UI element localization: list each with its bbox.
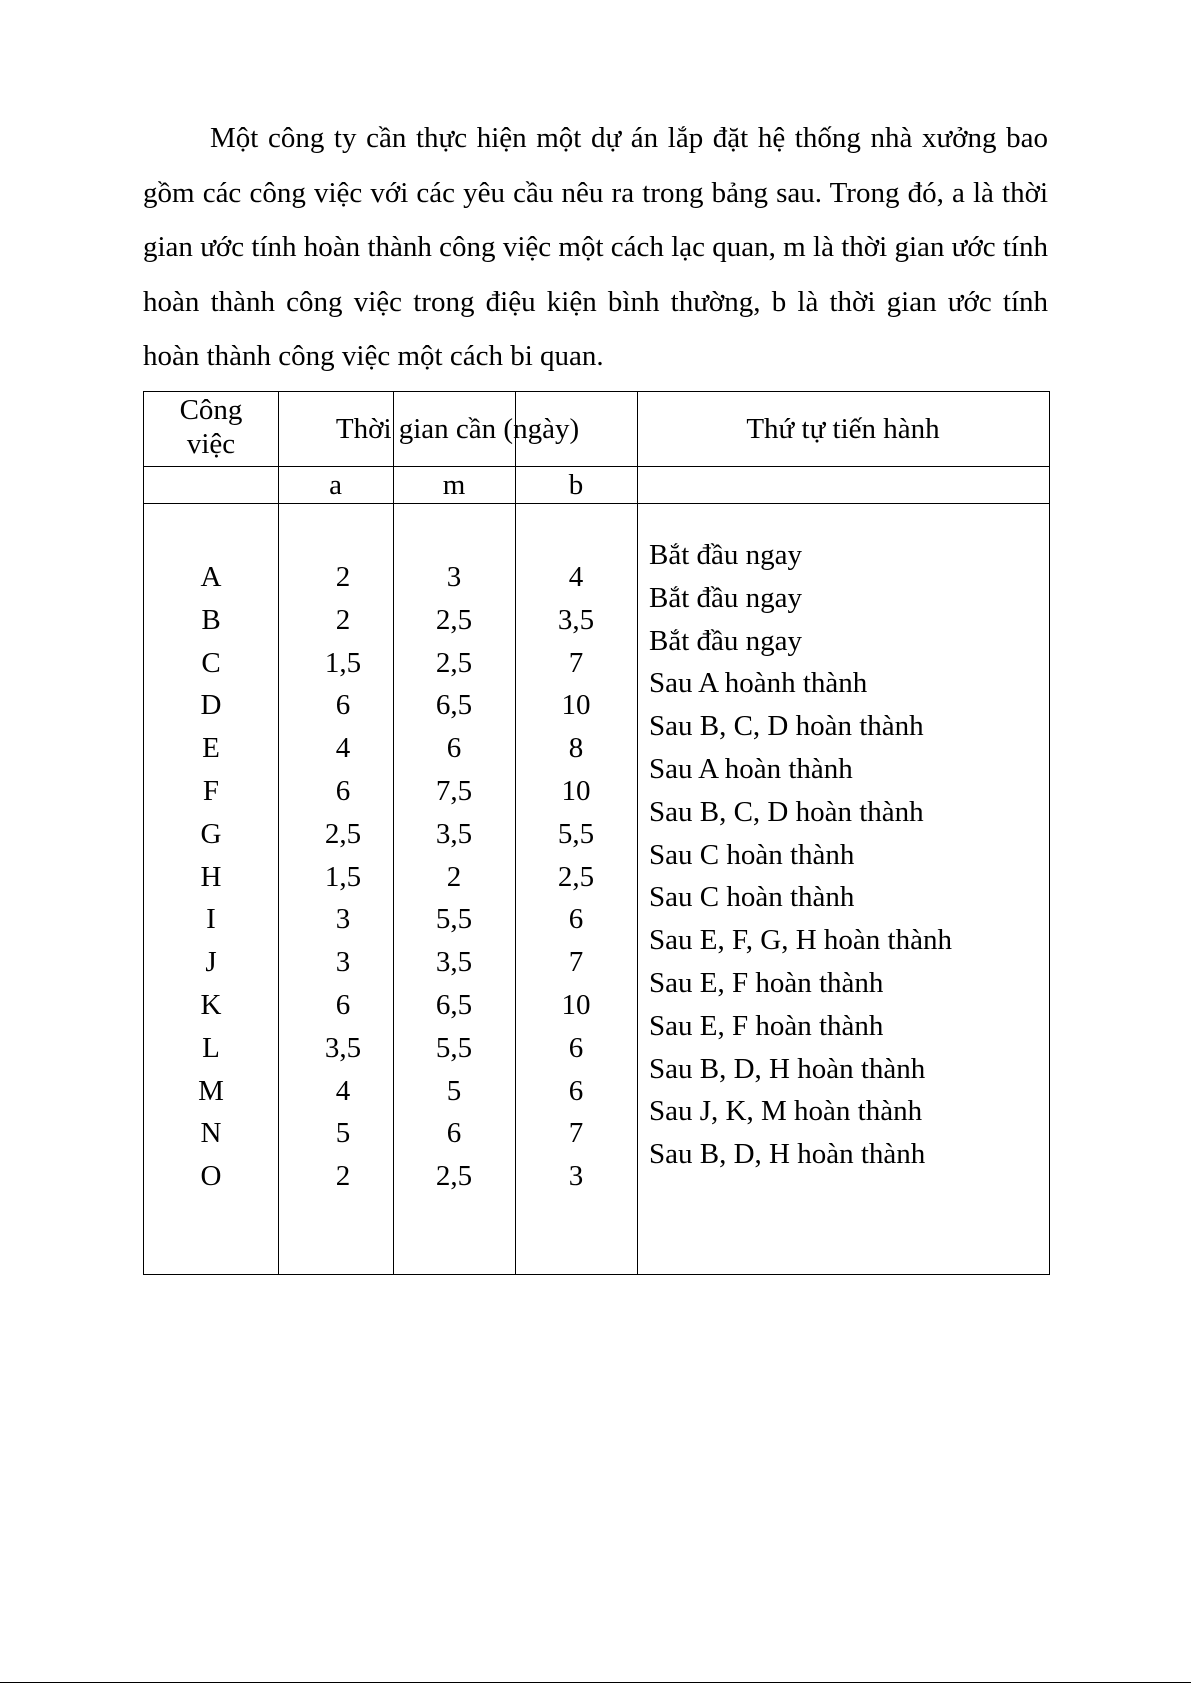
m-cell: 5,5 (435, 903, 473, 936)
a-cell: 3 (335, 903, 351, 936)
intro-paragraph: Một công ty cần thực hiện một dự án lắp đặt hệ thống nhà xưởng bao gồm các công việc với các yêu cầu nêu ra trong bảng sau. Trong đó, a là thời gian ước tính hoàn thành công việc một cách lạc quan, m là thời gian ước tính hoàn thành công việc trong điệu kiện bình thường, b là thời gian ước tính hoàn thành công việc một cách bi quan. (143, 122, 1048, 372)
task-table (143, 391, 1050, 1275)
m-cell: 2,5 (435, 1160, 473, 1193)
m-cell: 6 (446, 1117, 462, 1150)
m-cell: 2,5 (435, 603, 473, 636)
order-cell: Sau B, D, H hoàn thành (649, 1138, 926, 1171)
a-cell: 1,5 (324, 646, 362, 679)
order-cell: Sau E, F hoàn thành (649, 1009, 884, 1042)
header-time: Thời gian cần (ngày) (335, 413, 580, 445)
table-divider (144, 466, 1049, 467)
m-cell: 3 (446, 561, 462, 593)
task-cell: J (205, 946, 217, 979)
a-cell: 2 (335, 561, 351, 593)
task-cell: E (202, 732, 220, 765)
m-cell: 3,5 (435, 946, 473, 979)
a-cell: 4 (335, 1074, 351, 1107)
order-cell: Sau E, F hoàn thành (649, 966, 884, 999)
b-cell: 8 (568, 732, 584, 765)
b-cell: 10 (561, 774, 591, 807)
a-cell: 6 (335, 988, 351, 1021)
a-cell: 3 (335, 946, 351, 979)
task-cell: N (200, 1117, 222, 1150)
m-cell: 6,5 (435, 689, 473, 722)
m-cell: 5,5 (435, 1031, 473, 1064)
a-cell: 2 (335, 603, 351, 636)
order-cell: Sau C hoàn thành (649, 838, 855, 871)
task-cell: B (201, 603, 221, 636)
m-cell: 6 (446, 732, 462, 765)
a-cell: 6 (335, 774, 351, 807)
subheader-m: m (442, 469, 466, 501)
order-cell: Sau B, C, D hoàn thành (649, 710, 924, 743)
m-cell: 2,5 (435, 646, 473, 679)
b-column (515, 556, 637, 1198)
task-cell: C (201, 646, 221, 679)
m-cell: 3,5 (435, 817, 473, 850)
b-cell: 10 (561, 689, 591, 722)
header-task-line2: việc (186, 428, 236, 460)
task-cell: L (202, 1031, 220, 1064)
m-cell: 7,5 (435, 774, 473, 807)
task-cell: K (200, 988, 222, 1021)
order-cell: Sau A hoàn thành (649, 752, 853, 785)
b-cell: 4 (568, 561, 584, 593)
a-cell: 4 (335, 732, 351, 765)
m-column (393, 556, 515, 1198)
page-bottom-line (0, 1682, 1191, 1683)
b-cell: 10 (561, 988, 591, 1021)
task-cell: A (200, 561, 222, 593)
m-cell: 2 (446, 860, 462, 893)
task-cell: F (202, 774, 220, 807)
order-cell: Bắt đầu ngay (649, 539, 803, 571)
b-cell: 7 (568, 646, 584, 679)
task-cell: M (198, 1074, 224, 1107)
order-cell: Sau B, C, D hoàn thành (649, 795, 924, 828)
order-cell: Sau A hoành thành (649, 667, 868, 700)
header-task-line1: Công (179, 394, 243, 426)
subheader-a: a (329, 469, 342, 501)
a-cell: 2 (335, 1160, 351, 1193)
b-cell: 7 (568, 1117, 584, 1150)
task-cell: H (200, 860, 222, 893)
task-cell: O (200, 1160, 222, 1193)
table-divider (637, 392, 638, 1274)
task-cell: D (200, 689, 222, 722)
order-cell: Sau B, D, H hoàn thành (649, 1052, 926, 1085)
a-cell: 2,5 (324, 817, 362, 850)
a-cell: 3,5 (324, 1031, 362, 1064)
subheader-b: b (568, 469, 584, 501)
b-cell: 6 (568, 1031, 584, 1064)
header-order: Thứ tự tiến hành (746, 413, 940, 445)
b-cell: 3,5 (557, 603, 595, 636)
task-cell: I (206, 903, 216, 936)
b-cell: 3 (568, 1160, 584, 1193)
order-cell: Bắt đầu ngay (649, 624, 803, 657)
task-cell: G (200, 817, 222, 850)
order-cell: Sau J, K, M hoàn thành (649, 1095, 923, 1128)
order-cell: Sau E, F, G, H hoàn thành (649, 924, 952, 957)
a-column (278, 556, 408, 1198)
b-cell: 6 (568, 903, 584, 936)
b-cell: 2,5 (557, 860, 595, 893)
a-cell: 5 (335, 1117, 351, 1150)
m-cell: 6,5 (435, 988, 473, 1021)
table-divider (144, 503, 1049, 504)
order-cell: Bắt đầu ngay (649, 581, 803, 614)
b-cell: 7 (568, 946, 584, 979)
b-cell: 5,5 (557, 817, 595, 850)
a-cell: 6 (335, 689, 351, 722)
order-cell: Sau C hoàn thành (649, 881, 855, 914)
header-task (144, 393, 278, 461)
task-column (144, 556, 278, 1198)
m-cell: 5 (446, 1074, 462, 1107)
b-cell: 6 (568, 1074, 584, 1107)
order-column (649, 534, 1039, 1176)
a-cell: 1,5 (324, 860, 362, 893)
